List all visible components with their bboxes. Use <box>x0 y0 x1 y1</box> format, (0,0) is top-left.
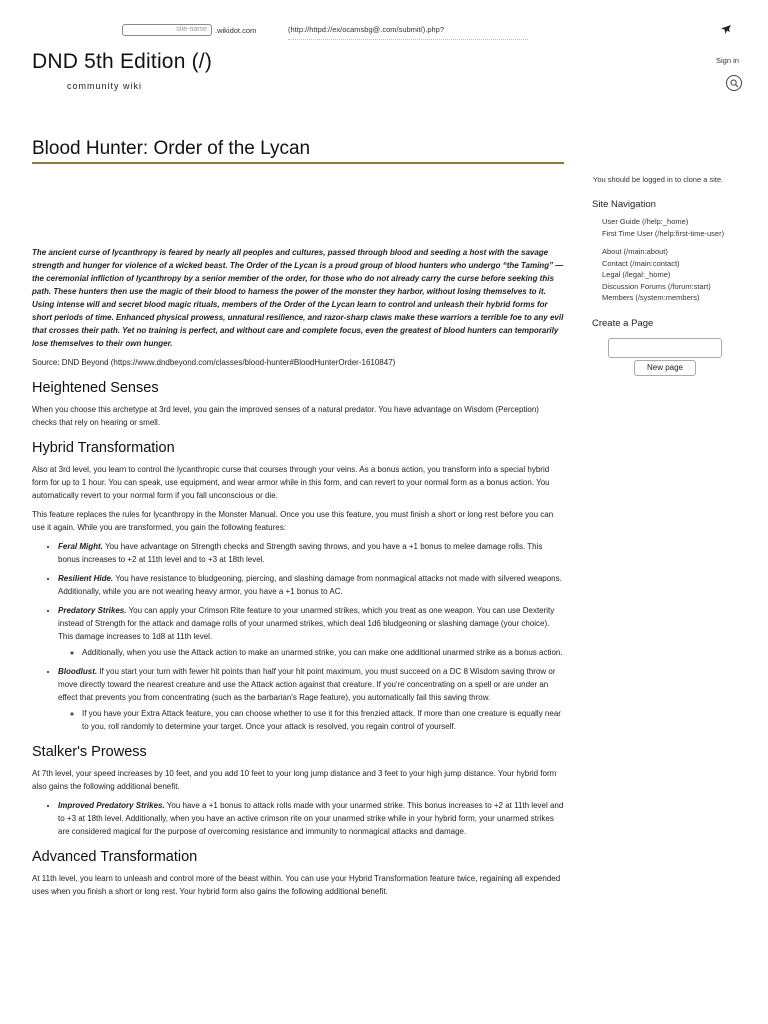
stalker-feature-list <box>32 799 564 838</box>
feature-text: You have resistance to bludgeoning, piercing, and slashing damage from nonmagical attacks not made with silvered weapons. Additionally, while you are not wearing heavy armor, you have a +1 bonus to AC. <box>58 574 562 596</box>
search-icon <box>730 79 739 88</box>
nav-link-discussion-forums[interactable]: Discussion Forums (/forum:start) <box>602 281 711 291</box>
hybrid-text-1: Also at 3rd level, you learn to control the lycanthropic curse that courses through your veins. As a bonus action, you transform into a special hybrid form for up to 1 hour. You can speak, use equipment, and wear armor while in this form, and can revert to your normal form as a bonus action. You automatically revert to your normal form if you fall unconscious or die. <box>32 465 550 500</box>
feature-name: Feral Might. <box>58 542 103 551</box>
new-page-input[interactable] <box>608 338 722 358</box>
nav-link-first-time-user[interactable]: First Time User (/help:first-time-user) <box>602 228 725 238</box>
page-title: Blood Hunter: Order of the Lycan <box>32 138 311 159</box>
sub-list-item: ◦ If you have your Extra Attack feature, you can choose whether to use it for this frenzied attack. If more than one creature is equally near to you, roll randomly to determine your target. Once your attack is resolved, you regain control of yourself. <box>82 707 564 733</box>
list-item <box>58 665 564 733</box>
hybrid-feature-list <box>32 540 564 733</box>
sign-in-link[interactable]: Sign in <box>716 56 739 65</box>
main-content <box>32 246 564 904</box>
nav-link-user-guide[interactable]: User Guide (/help:_home) <box>602 217 689 226</box>
nav-link-members[interactable]: Members (/system:members) <box>602 293 700 302</box>
heading-stalkers-prowess: Stalker's Prowess <box>32 744 147 760</box>
sub-list <box>58 646 564 659</box>
heading-hybrid-transformation: Hybrid Transformation <box>32 440 175 456</box>
sub-list-item: ◦ Additionally, when you use the Attack action to make an unarmed strike, you can make one additional unarmed strike as a bonus action. <box>82 646 564 659</box>
heightened-senses-text: When you choose this archetype at 3rd level, you gain the improved senses of a natural predator. You have advantage on Wisdom (Perception) checks that rely on hearing or smell. <box>32 405 539 427</box>
domain-suffix: .wikidot.com <box>215 26 257 35</box>
nav-link-contact[interactable]: Contact (/main:contact) <box>602 258 680 268</box>
heading-heightened-senses: Heightened Senses <box>32 380 159 396</box>
feature-name: Improved Predatory Strikes. <box>58 801 165 810</box>
feature-text: You have advantage on Strength checks and Strength saving throws, and you have a +1 bonus to melee damage rolls. This bonus increases to +2 at 11th level and to +3 at 18th level. <box>58 542 543 564</box>
feature-name: Resilient Hide. <box>58 574 114 583</box>
site-subtitle: community wiki <box>67 81 143 91</box>
top-bar <box>0 0 768 42</box>
feature-name: Bloodlust. <box>58 667 98 676</box>
create-page-heading: Create a Page <box>592 318 654 329</box>
source-line[interactable]: Source: DND Beyond (https://www.dndbeyond.com/classes/blood-hunter#BloodHunterOrder-1610847) <box>32 358 396 367</box>
site-navigation-list <box>602 216 724 304</box>
list-item <box>58 604 564 659</box>
site-navigation-heading: Site Navigation <box>592 199 656 210</box>
stalkers-prowess-text: At 7th level, your speed increases by 10 feet, and you add 10 feet to your long jump distance and 3 feet to your high jump distance. Your hybrid form also gains the following additional benefit. <box>32 769 557 791</box>
site-title[interactable]: DND 5th Edition (/) <box>32 50 213 73</box>
feature-text: You can apply your Crimson Rite feature to your unarmed strikes, which you treat as one weapon. You can use Dexterity instead of Strength for the attack and damage rolls of your unarmed strikes, which deal 1d6 bludgeoning or slashing damage (your choice). This damage increases to 1d8 at 11th level. <box>58 606 555 641</box>
intro-text: The ancient curse of lycanthropy is feared by nearly all peoples and cultures, passed through blood and seeding a host with the savage strength and hunger for violence of a wicked beast. The Order of the Lycan is a proud group of blood hunters who undergo “the Taming” — the ceremonial infliction of lycanthropy by a senior member of the order, for those who do not already carry the curse before seeking this path. These hunters then use the magic of their blood to harness the power of the monster they harbor, without losing themselves to it. Using intense will and secret blood magic rituals, members of the Order of the Lycan learn to control and unleash their hybrid forms for short periods of time. Enhanced physical prowess, unnatural resilience, and razor-sharp claws make these warriors a terrible foe to any evil that crosses their path. Yet no training is perfect, and without care and complete focus, even the greatest of blood hunters can temporarily lose themselves to their own hunger. <box>32 248 564 348</box>
search-button[interactable] <box>726 75 742 91</box>
nav-link-about[interactable]: About (/main:about) <box>602 247 668 256</box>
url-text: (http://httpd://ex/ocamsbg@.com/submit/).php? <box>288 25 528 40</box>
list-item <box>58 572 564 598</box>
new-page-button[interactable]: New page <box>634 360 696 376</box>
advanced-transformation-text: At 11th level, you learn to unleash and control more of the beast within. You can use your Hybrid Transformation feature twice, regaining all expended uses when you finish a short or long rest. Your hybrid form also gains the following additional benefit. <box>32 874 561 896</box>
title-divider <box>32 162 564 164</box>
clone-note: You should be logged in to clone a site. <box>593 175 724 184</box>
heading-advanced-transformation: Advanced Transformation <box>32 849 198 865</box>
feature-text: If you start your turn with fewer hit points than half your hit point maximum, you must succeed on a DC 8 Wisdom saving throw or move directly toward the nearest creature and use the Attack action against that creature. If you're concentrating on a spell or are under an effect that prevents you from concentrating (such as the barbarian's Rage feature), you automatically fail this saving throw. <box>58 667 556 702</box>
sub-list <box>58 707 564 733</box>
feature-name: Predatory Strikes. <box>58 606 127 615</box>
plane-icon[interactable] <box>720 23 732 35</box>
list-item <box>58 540 564 566</box>
feature-text: You have a +1 bonus to attack rolls made with your unarmed strike. This bonus increases to +2 at 11th level and to +3 at 18th level. Additionally, when you have an active crimson rite on your unarmed strike while in your hybrid form, your unarmed strikes are considered magical for the purpose of overcoming resistance and immunity to nonmagical attacks and damage. <box>58 801 564 836</box>
nav-link-legal[interactable]: Legal (/legal:_home) <box>602 270 671 279</box>
site-name-input[interactable]: site-name <box>122 24 212 36</box>
hybrid-text-2: This feature replaces the rules for lycanthropy in the Monster Manual. Once you use this feature, you must finish a short or long rest before you can use it again. While you are transformed, you gain the following features: <box>32 510 554 532</box>
list-item <box>58 799 564 838</box>
